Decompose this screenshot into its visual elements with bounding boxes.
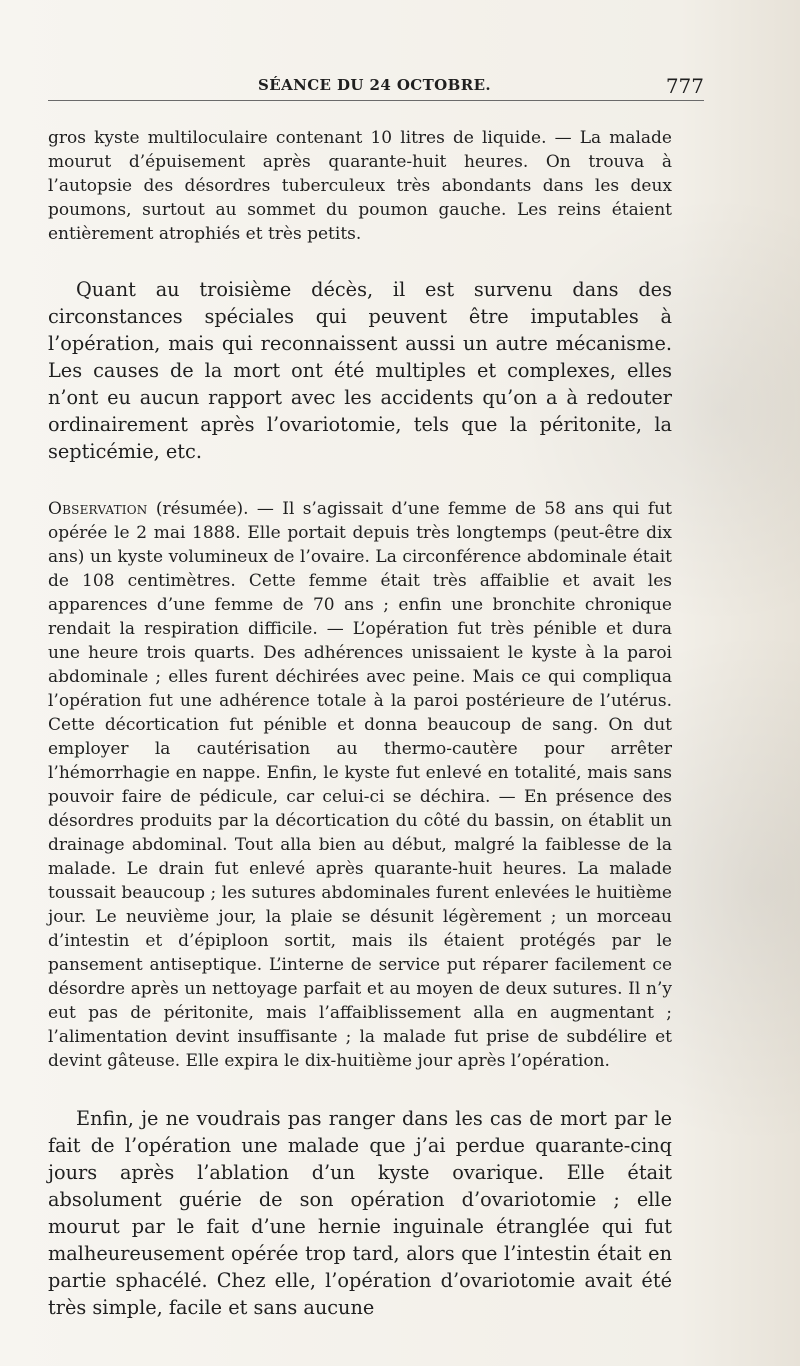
paragraph-gap — [48, 1073, 672, 1105]
observation-text: (résumée). — Il s’agissait d’une femme de 58 ans qui fut opérée le 2 mai 1888. Elle portait depuis très longtemps (peut-être dix ans) un kyste volumineux de l’ovaire. La circonférence abdominale était de 108 centimètres. Cette femme était très affaiblie et avait les apparences d’une femme de 70 ans ; enfin une bronchite chronique rendait la respiration difficile. — L’opération fut très pénible et dura une heure trois quarts. Des adhérences unissaient le kyste à la paroi abdominale ; elles furent déchirées avec peine. Mais ce qui compliqua l’opération fut une adhérence totale à la paroi postérieure de l’utérus. Cette décortication fut pénible et donna beaucoup de sang. On dut employer la cautérisation au thermo-cautère pour arrêter l’hémorrhagie en nappe. Enfin, le kyste fut enlevé en totalité, mais sans pouvoir faire de pédicule, car celui-ci se déchira. — En présence des désordres produits par la décortication du côté du bassin, on établit un drainage abdominal. Tout alla bien au début, malgré la faiblesse de la malade. Le drain fut enlevé après quarante-huit heures. La malade toussait beaucoup ; les sutures abdominales furent enlevées le huitième jour. Le neuvième jour, la plaie se désunit légèrement ; un morceau d’intestin et d’épiploon sortit, mais ils étaient protégés par le pansement antiseptique. L’interne de service put réparer facilement ce désordre après un nettoyage parfait et au moyen de deux sutures. Il n’y eut pas de péritonite, mais l’affaiblissement alla en augmentant ; l’alimentation devint insuffisante ; la malade fut prise de subdélire et devint gâteuse. Elle expira le dix-huitième jour après l’opération. — [48, 499, 672, 1071]
page-number: 777 — [665, 74, 704, 98]
paragraph-gap — [48, 246, 672, 276]
paragraph-gap — [48, 465, 672, 497]
running-head: SÉANCE DU 24 OCTOBRE. — [258, 76, 492, 94]
header-rule — [48, 100, 704, 101]
observation-lead: Observation — [48, 499, 148, 519]
paragraph-third-death: Quant au troisième décès, il est survenu dans des circonstances spéciales qui peuvent être imputables à l’opération, mais qui reconnaissent aussi un autre mécanisme. Les causes de la mort ont été multiples et complexes, elles n’ont eu aucun rapport avec les accidents qu’on a à redouter ordinairement après l’ovariotomie, tels que la péritonite, la septicémie, etc. — [48, 278, 672, 463]
paragraph-final: Enfin, je ne voudrais pas ranger dans les cas de mort par le fait de l’opération une malade que j’ai perdue quarante-cinq jours après l’ablation d’un kyste ovarique. Elle était absolument guérie de son opération d’ovariotomie ; elle mourut par le fait d’une hernie inguinale étranglée qui fut malheureusement opérée trop tard, alors que l’intestin était en partie sphacélé. Chez elle, l’opération d’ovariotomie avait été très simple, facile et sans aucune — [48, 1107, 672, 1319]
observation-paragraph — [48, 497, 672, 1073]
page-content — [48, 126, 672, 1321]
page-header — [48, 66, 704, 106]
paragraph-continuation: gros kyste multiloculaire contenant 10 litres de liquide. — La malade mourut d’épuisement après quarante-huit heures. On trouva à l’autopsie des désordres tuberculeux très abondants dans les deux poumons, surtout au sommet du poumon gauche. Les reins étaient entièrement atrophiés et très petits. — [48, 128, 672, 244]
